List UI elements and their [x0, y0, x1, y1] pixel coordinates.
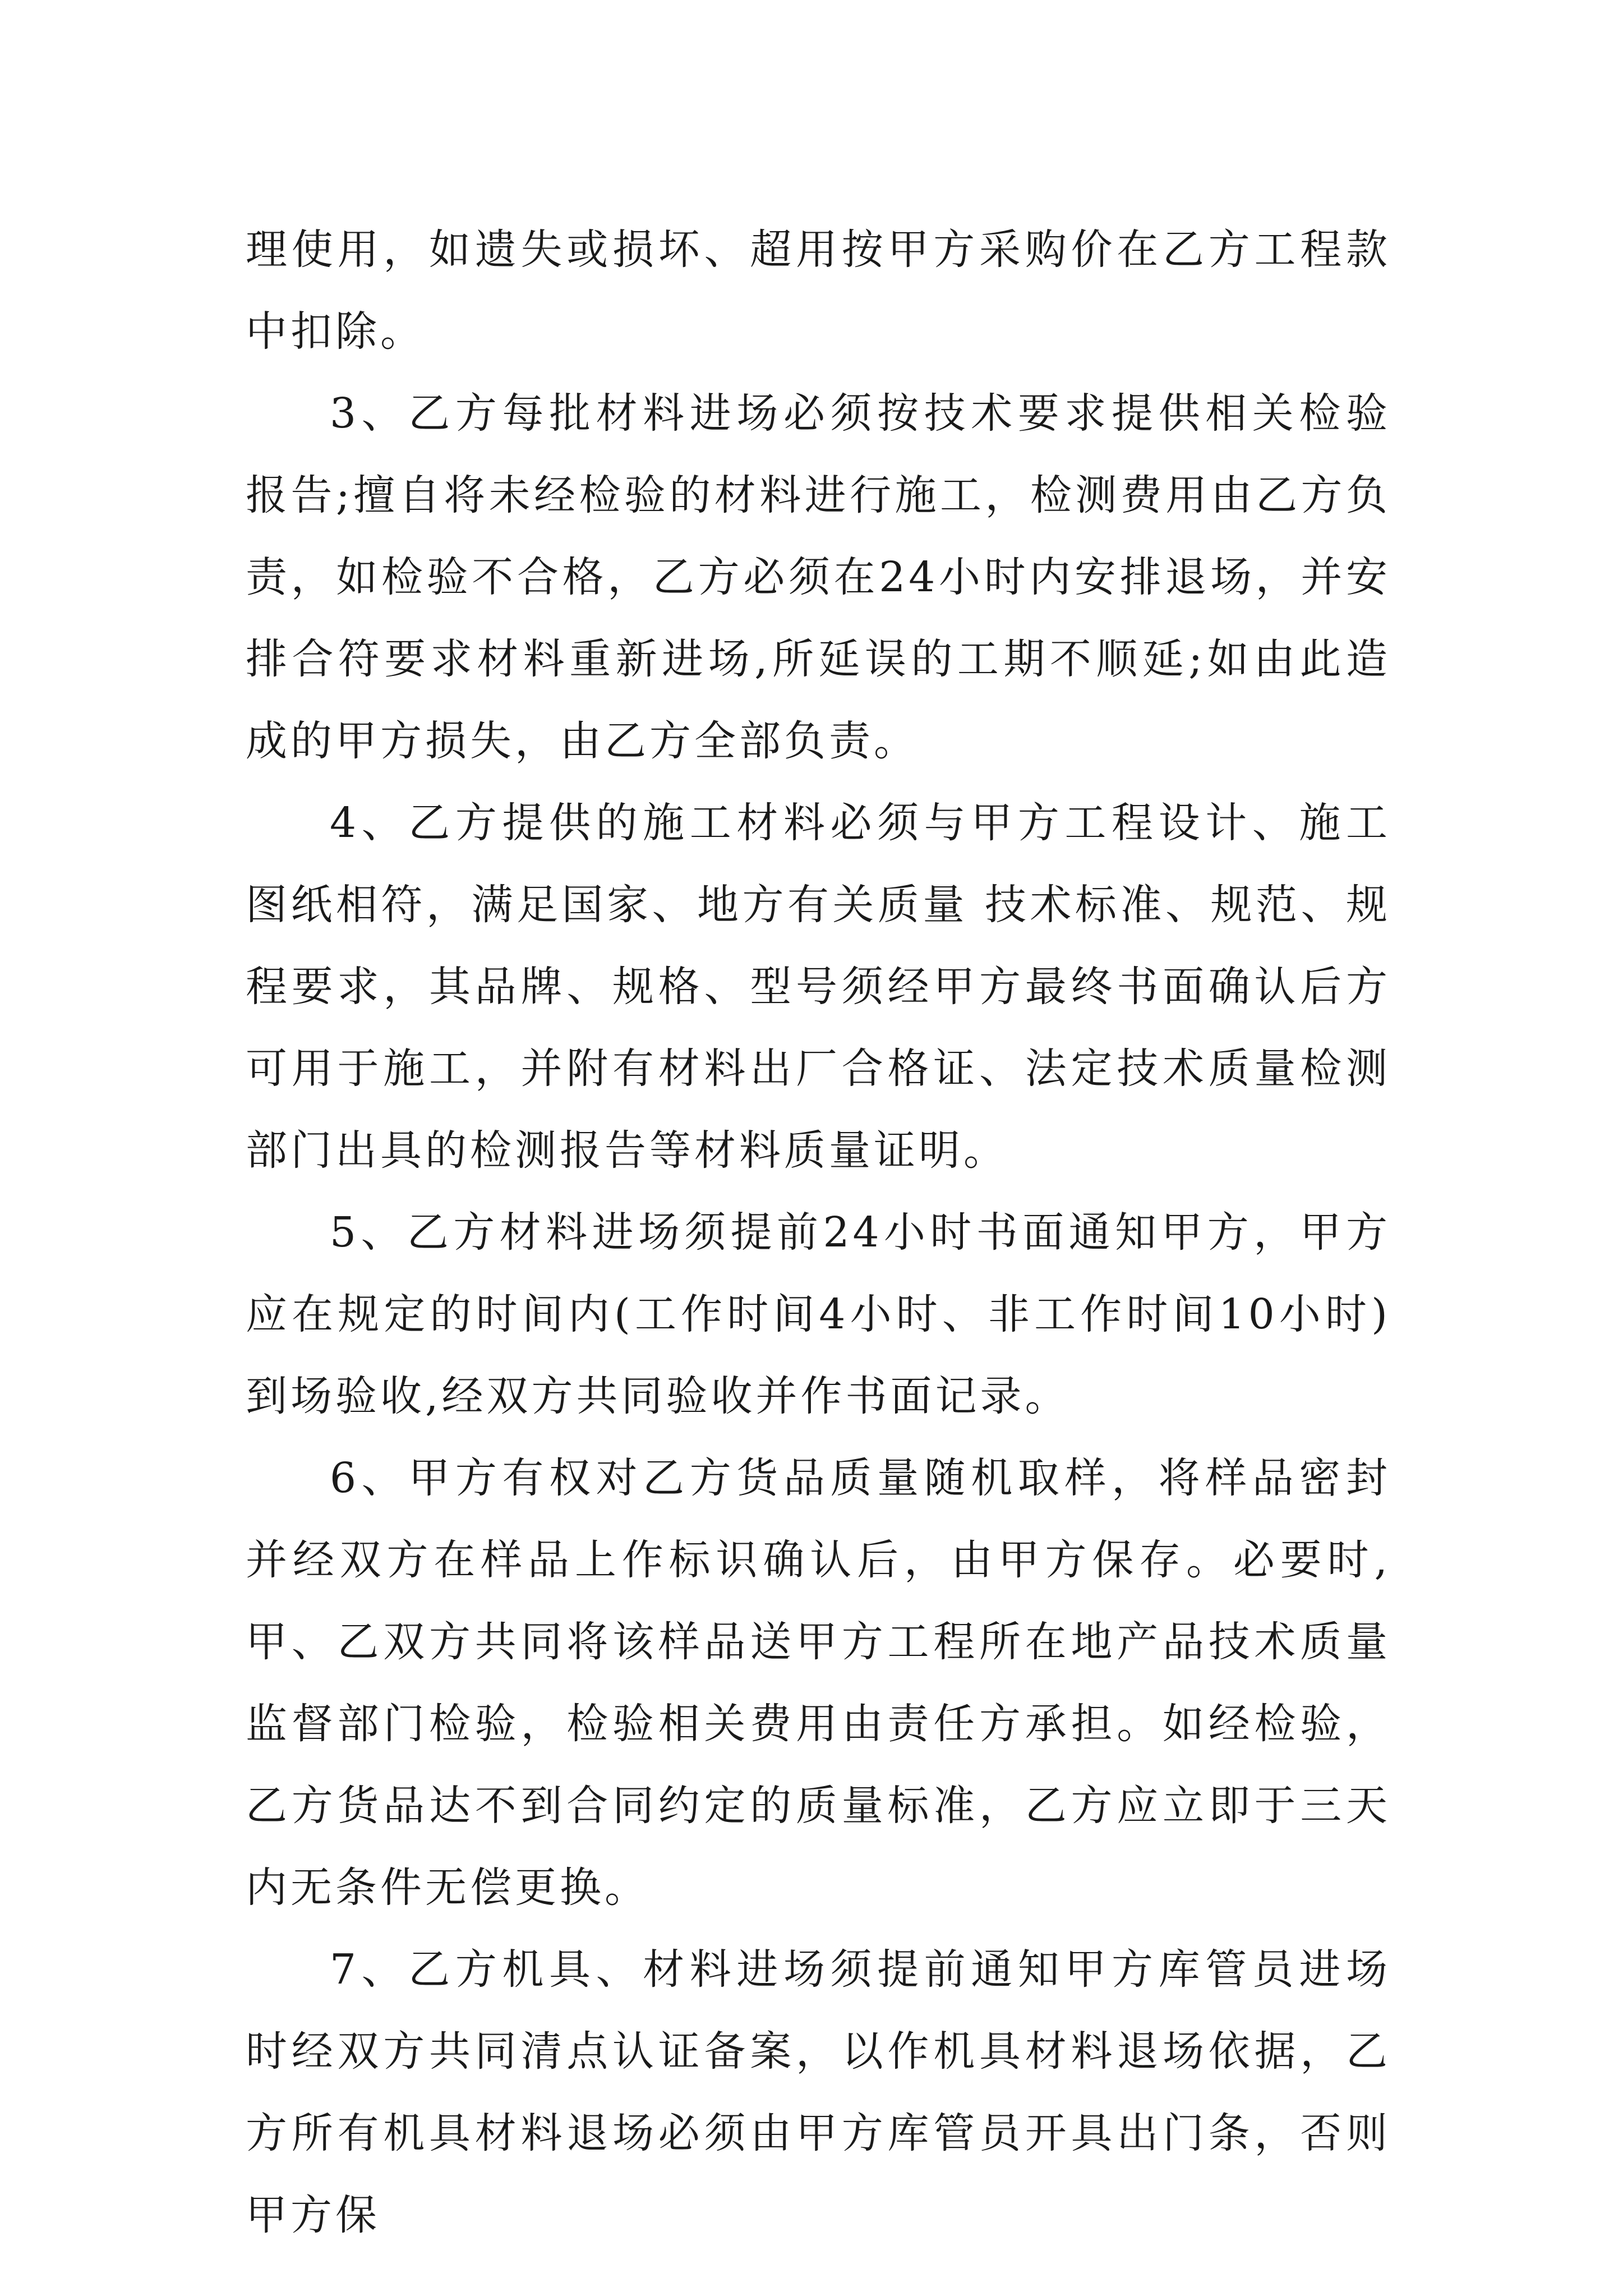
paragraph-continuation: 理使用，如遗失或损坏、超用按甲方采购价在乙方工程款中扣除。: [246, 226, 1391, 356]
paragraph-clause-3: 3、乙方每批材料进场必须按技术要求提供相关检验报告;擅自将未经检验的材料进行施工，检测费用由乙方负责，如检验不合格，乙方必须在24小时内安排退场，并安排合符要求材料重新进场,所延误的工期不顺延;如由此造成的甲方损失，由乙方全部负责。: [246, 389, 1391, 765]
document-body: [246, 209, 1391, 2256]
paragraph-clause-4: 4、乙方提供的施工材料必须与甲方工程设计、施工图纸相符，满足国家、地方有关质量 技术标准、规范、规程要求，其品牌、规格、型号须经甲方最终书面确认后方可用于施工，并附有材料出厂合格证、法定技术质量检测部门出具的检测报告等材料质量证明。: [246, 799, 1391, 1175]
paragraph-clause-5: 5、乙方材料进场须提前24小时书面通知甲方，甲方应在规定的时间内(工作时间4小时、非工作时间10小时)到场验收,经双方共同验收并作书面记录。: [246, 1208, 1391, 1420]
paragraph-clause-6: 6、甲方有权对乙方货品质量随机取样，将样品密封并经双方在样品上作标识确认后，由甲方保存。必要时,甲、乙双方共同将该样品送甲方工程所在地产品技术质量监督部门检验，检验相关费用由责任方承担。如经检验，乙方货品达不到合同约定的质量标准，乙方应立即于三天内无条件无偿更换。: [246, 1454, 1391, 1912]
paragraph-clause-7: 7、乙方机具、材料进场须提前通知甲方库管员进场时经双方共同清点认证备案，以作机具材料退场依据，乙方所有机具材料退场必须由甲方库管员开具出门条，否则甲方保: [246, 1945, 1391, 2239]
